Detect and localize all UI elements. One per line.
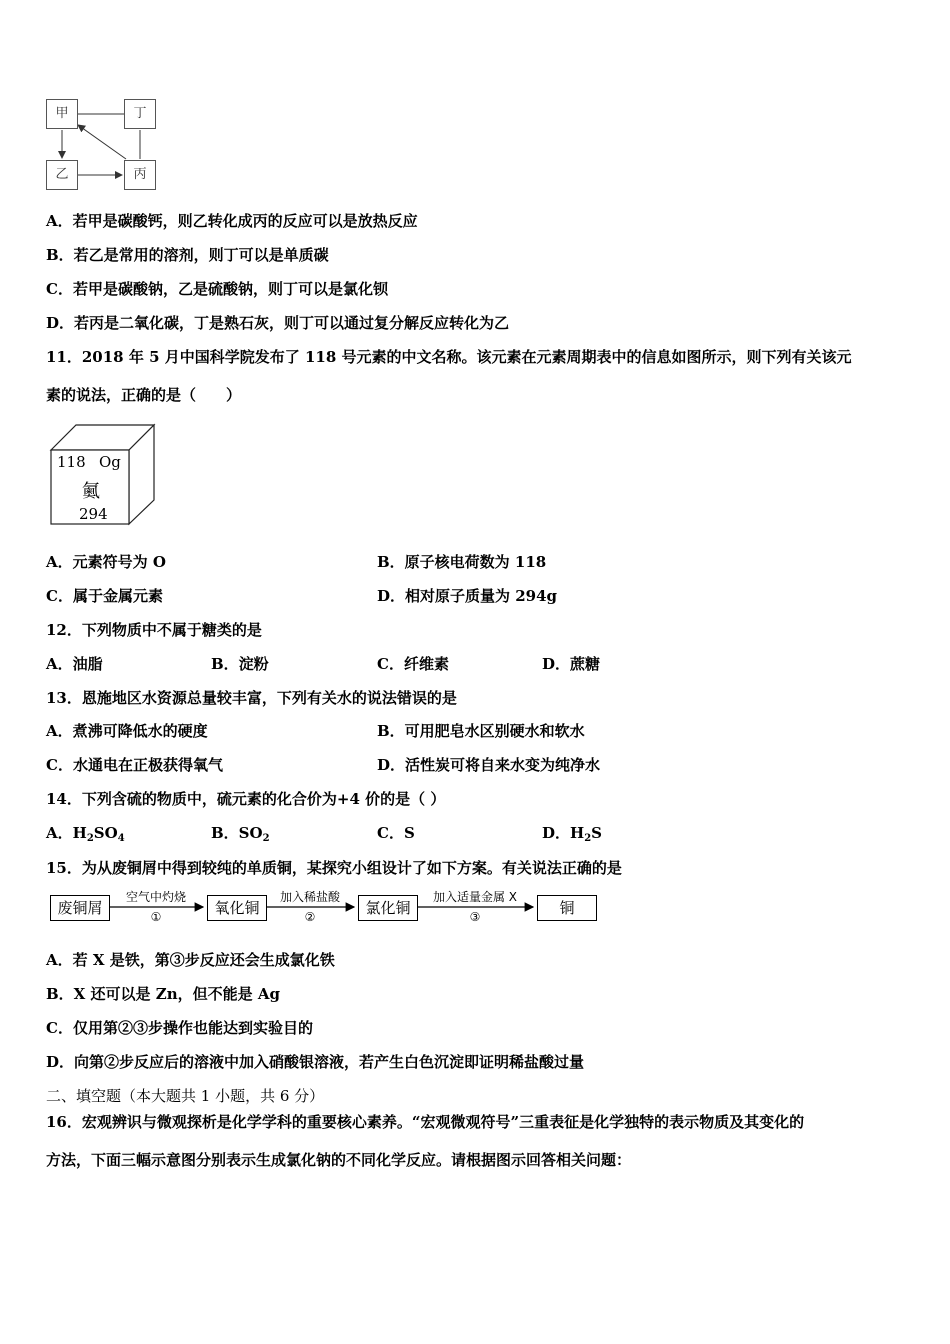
- q16-line2: 方法，下面三幅示意图分别表示生成氯化钠的不同化学反应。请根据图示回答相关问题：: [46, 1151, 632, 1169]
- q15-option-b: B．X 还可以是 Zn，但不能是 Ag: [46, 985, 280, 1003]
- q14-option-b: B．$SO_2$: [211, 824, 270, 844]
- element-number: 118: [57, 453, 86, 471]
- node-bing: 丙: [124, 160, 156, 190]
- element-mass: 294: [79, 505, 108, 523]
- q11-option-d: D．相对原子质量为 294g: [377, 587, 558, 605]
- q10-option-d: D．若丙是二氧化碳，丁是熟石灰，则丁可以通过复分解反应转化为乙: [46, 314, 510, 332]
- flow-box-copper-oxide: 氧化铜: [207, 895, 267, 921]
- q12-option-c: C．纤维素: [377, 655, 449, 673]
- q12-option-a: A．油脂: [46, 655, 103, 673]
- q13-stem: 13．恩施地区水资源总量较丰富，下列有关水的说法错误的是: [46, 689, 457, 707]
- node-yi: 乙: [46, 160, 78, 190]
- flow-box-scrap-copper: 废铜屑: [50, 895, 110, 921]
- q12-option-d: D．蔗糖: [542, 655, 601, 673]
- q14-option-a: A．$H_2SO_4$: [46, 824, 125, 844]
- element-name: 鿫: [82, 481, 100, 502]
- flow-step3-label: 加入适量金属 X: [432, 890, 518, 904]
- q12-option-b: B．淀粉: [211, 655, 269, 673]
- q11-option-c: C．属于金属元素: [46, 587, 163, 605]
- q13-option-b: B．可用肥皂水区别硬水和软水: [377, 722, 585, 740]
- element-symbol: Og: [99, 453, 121, 471]
- node-ding: 丁: [124, 99, 156, 129]
- flow-step1-number: ①: [150, 910, 162, 924]
- flow-step1-label: 空气中灼烧: [125, 890, 186, 904]
- q13-option-d: D．活性炭可将自来水变为纯净水: [377, 756, 601, 774]
- section-title: 二、填空题（本大题共 1 小题，共 6 分）: [46, 1087, 325, 1105]
- q15-option-c: C．仅用第②③步操作也能达到实验目的: [46, 1019, 313, 1037]
- flow-box-copper: 铜: [537, 895, 597, 921]
- q15-option-a: A．若 X 是铁，第③步反应还会生成氯化铁: [46, 951, 335, 969]
- q16-line1: 16．宏观辨识与微观探析是化学学科的重要核心素养。“宏观微观符号”三重表征是化学独特的表示物质及其变化的: [46, 1113, 805, 1131]
- q10-option-a: A．若甲是碳酸钙，则乙转化成丙的反应可以是放热反应: [46, 212, 418, 230]
- q10-option-b: B．若乙是常用的溶剂，则丁可以是单质碳: [46, 246, 329, 264]
- q15-option-d: D．向第②步反应后的溶液中加入硝酸银溶液，若产生白色沉淀即证明稀盐酸过量: [46, 1053, 585, 1071]
- q15-stem: 15．为从废铜屑中得到较纯的单质铜，某探究小组设计了如下方案。有关说法正确的是: [46, 859, 622, 877]
- flow-step2-label: 加入稀盐酸: [279, 890, 340, 904]
- flow-step3-number: ③: [469, 910, 481, 924]
- q14-stem: 14．下列含硫的物质中，硫元素的化合价为+4 价的是（ ）: [46, 790, 446, 808]
- flow-box-copper-chloride: 氯化铜: [358, 895, 418, 921]
- q14-option-d: D．$H_2S$: [542, 824, 602, 844]
- q11-option-b: B．原子核电荷数为 118: [377, 553, 547, 571]
- q13-option-c: C．水通电在正极获得氧气: [46, 756, 223, 774]
- q11-option-a: A．元素符号为 O: [46, 553, 166, 571]
- q10-option-c: C．若甲是碳酸钠，乙是硫酸钠，则丁可以是氯化钡: [46, 280, 388, 298]
- q11-stem-line2: 素的说法，正确的是（ ）: [46, 386, 242, 404]
- q13-option-a: A．煮沸可降低水的硬度: [46, 722, 208, 740]
- q14-option-c: C．S: [377, 824, 415, 842]
- node-jia: 甲: [46, 99, 78, 129]
- flow-step2-number: ②: [304, 910, 316, 924]
- q12-stem: 12．下列物质中不属于糖类的是: [46, 621, 262, 639]
- q11-stem-line1: 11．2018 年 5 月中国科学院发布了 118 号元素的中文名称。该元素在元素周期表中的信息如图所示，则下列有关该元: [46, 348, 852, 366]
